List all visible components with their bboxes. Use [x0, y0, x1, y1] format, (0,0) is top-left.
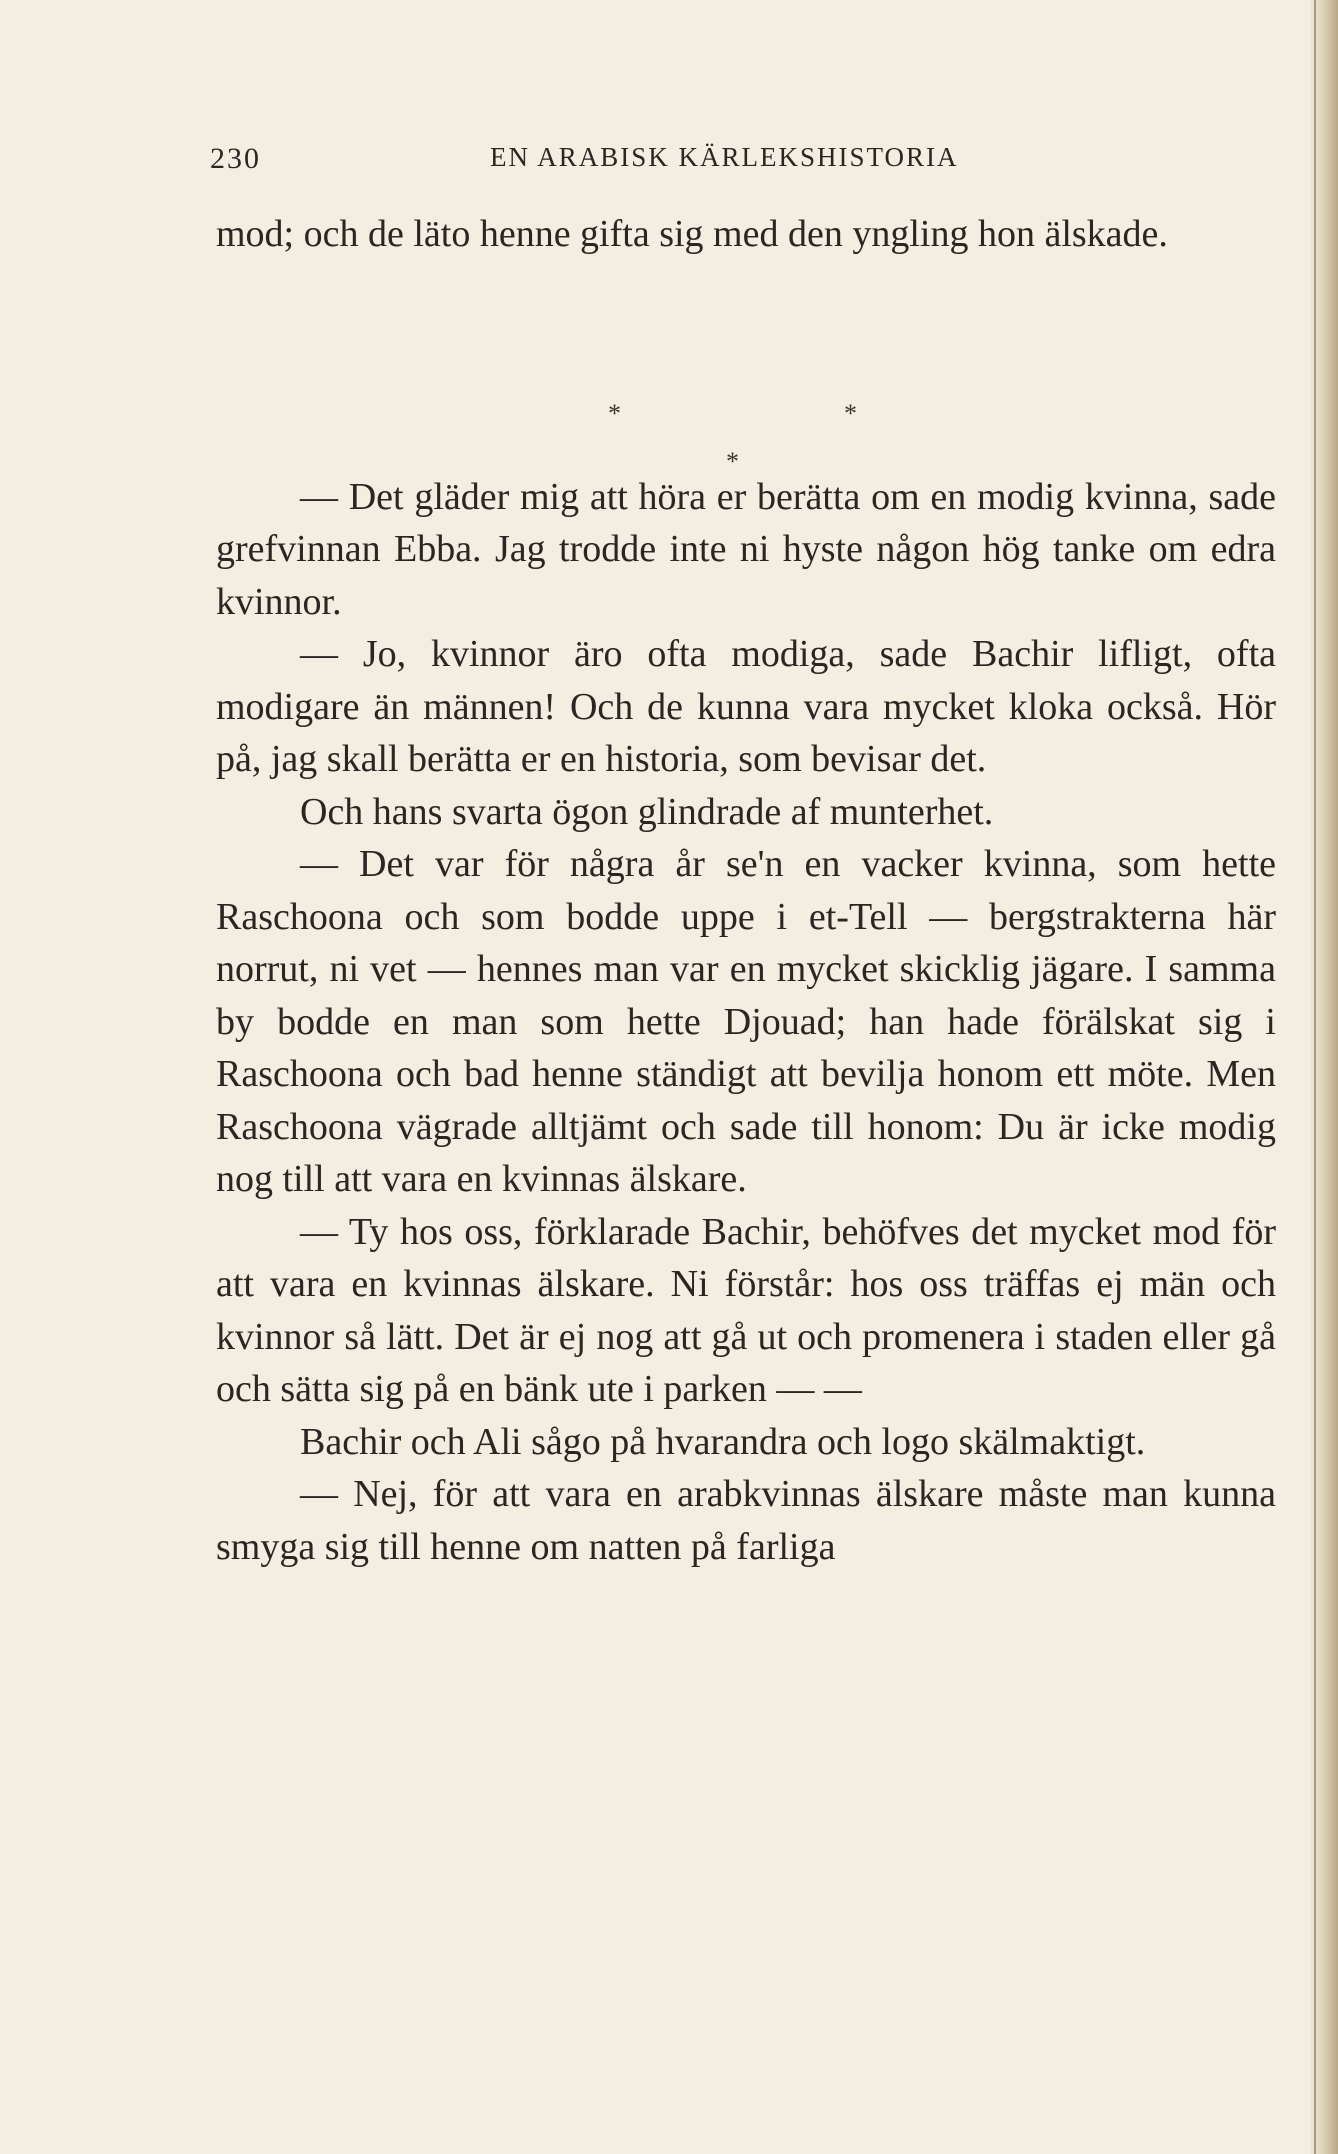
page-edge-line — [1314, 0, 1316, 2154]
section-separator — [216, 261, 1276, 476]
running-title: EN ARABISK KÄRLEKSHISTORIA — [490, 142, 959, 172]
body-text — [216, 208, 1276, 1573]
running-head — [210, 142, 1280, 182]
paragraph: — Det gläder mig att höra er berätta om en modig kvinna, sade grefvinnan Ebba. Jag trodde inte ni hyste någon hög tanke om edra kvinnor. — [216, 475, 1276, 623]
paragraph: — Det var för några år se'n en vacker kvinna, som hette Raschoona och som bodde uppe i et-Tell — bergstrakterna här norrut, ni vet — hennes man var en mycket skicklig jägare. I samma by bodde en man som hette Djouad; han hade förälskat sig i Raschoona och bad henne ständigt att bevilja honom ett möte. Men Raschoona vägrade alltjämt och sade till honom: Du är icke modig nog till att vara en kvinnas älskare. — [216, 843, 1276, 1200]
paragraph: — Ty hos oss, förklarade Bachir, behöfves det mycket mod för att vara en kvinnas älskare. Ni förstår: hos oss träffas ej män och kvinnor så lätt. Det är ej nog att gå ut och promenera i staden eller gå och sätta sig på en bänk ute i parken — — — [216, 1210, 1276, 1410]
paragraph: — Nej, för att vara en arabkvinnas älskare måste man kunna smyga sig till henne om natten på farliga — [216, 1473, 1276, 1568]
asterisk-icon: * — [726, 446, 739, 476]
paragraph-continued: mod; och de läto henne gifta sig med den yngling hon älskade. — [216, 213, 1168, 255]
asterisk-icon: * — [608, 398, 621, 428]
page-number: 230 — [210, 142, 261, 175]
paragraph: — Jo, kvinnor äro ofta modiga, sade Bachir lifligt, ofta modigare än männen! Och de kunna vara mycket kloka också. Hör på, jag skall berätta er en historia, som bevisar det. — [216, 633, 1276, 780]
asterisk-icon: * — [844, 398, 857, 428]
paragraph: Bachir och Ali sågo på hvarandra och logo skälmaktigt. — [300, 1420, 1146, 1463]
paragraph: Och hans svarta ögon glindrade af munterhet. — [300, 790, 994, 833]
